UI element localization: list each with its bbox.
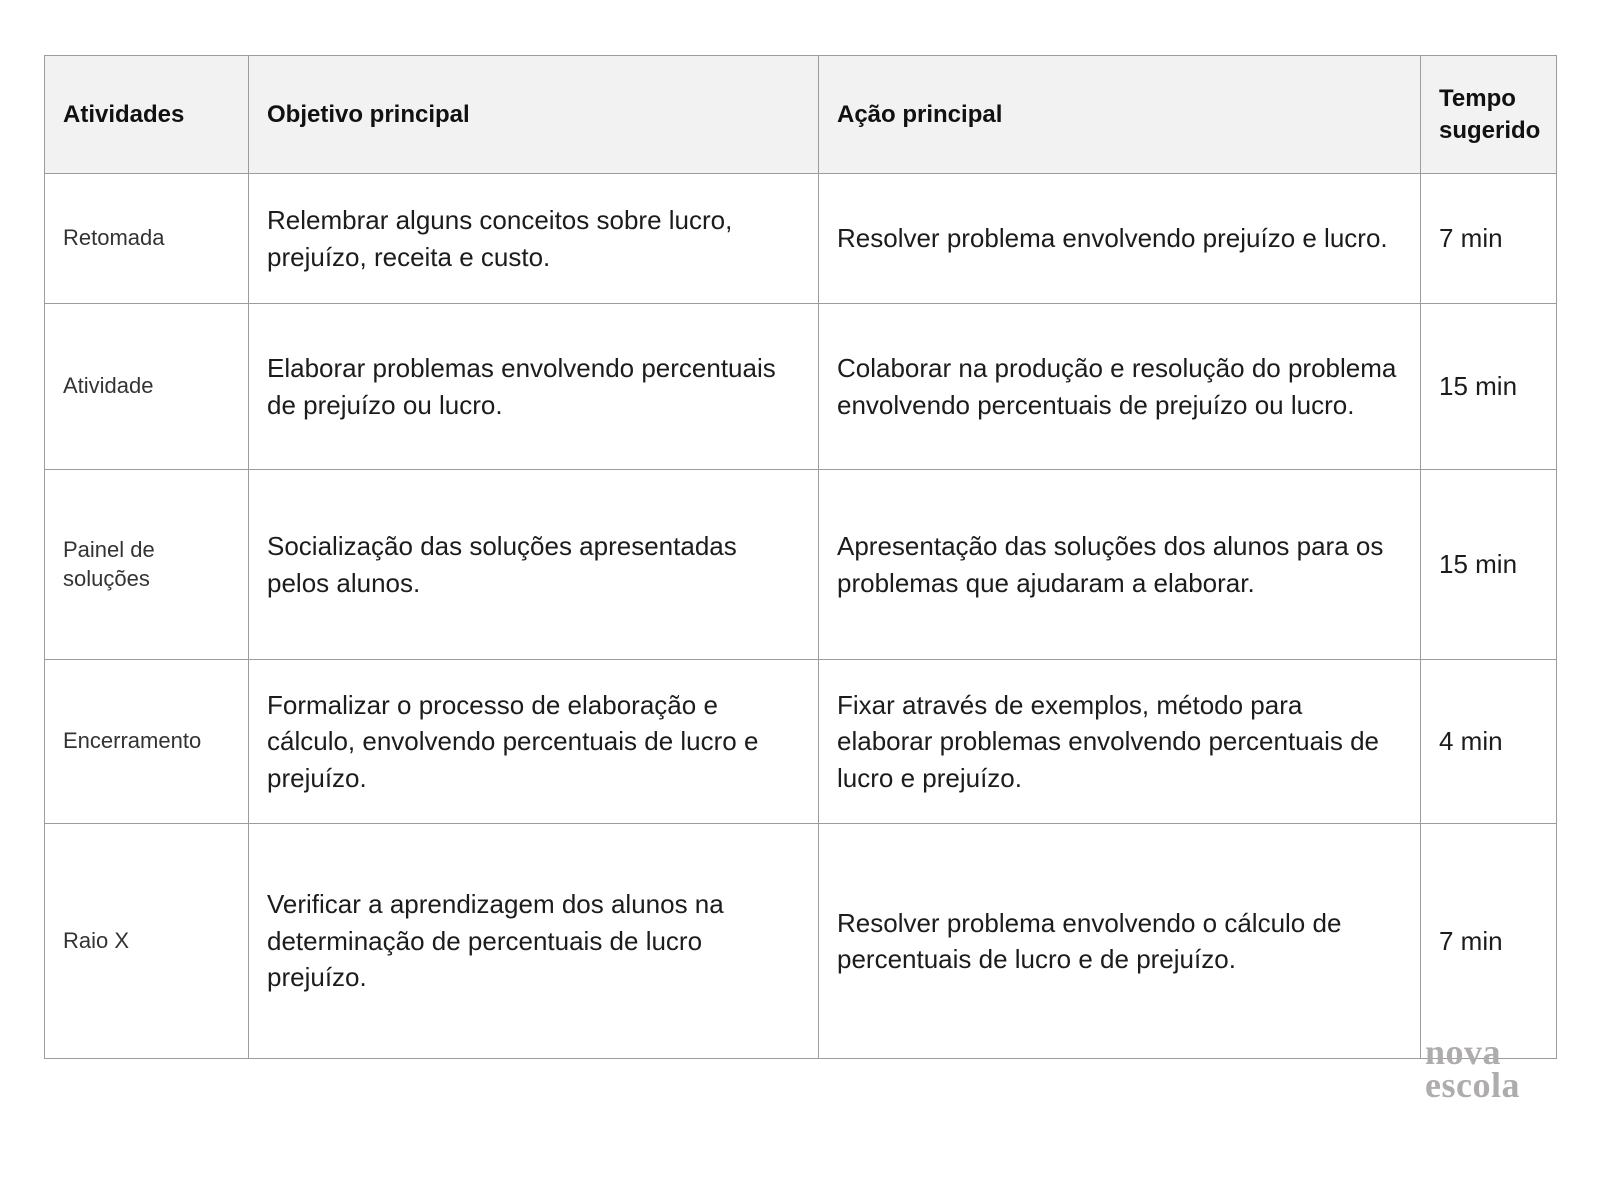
table-header-row (45, 56, 1557, 174)
nova-escola-logo (1425, 1032, 1520, 1106)
cell-atividade: Atividade (45, 304, 249, 470)
header-objetivo-principal: Objetivo principal (249, 56, 819, 174)
cell-atividade: Painel de soluções (45, 470, 249, 660)
table-row-encerramento (45, 660, 1557, 824)
header-acao-principal: Ação principal (819, 56, 1421, 174)
logo-line-escola: escola (1425, 1065, 1520, 1106)
cell-objetivo: Formalizar o processo de elaboração e cálculo, envolvendo percentuais de lucro e prejuízo. (249, 660, 819, 824)
cell-acao: Resolver problema envolvendo prejuízo e lucro. (819, 174, 1421, 304)
cell-objetivo: Socialização das soluções apresentadas pelos alunos. (249, 470, 819, 660)
header-tempo-sugerido: Tempo sugerido (1421, 56, 1557, 174)
cell-tempo: 7 min (1421, 824, 1557, 1059)
table-row-atividade (45, 304, 1557, 470)
cell-atividade: Encerramento (45, 660, 249, 824)
table-row-painel-de-solucoes (45, 470, 1557, 660)
cell-tempo: 4 min (1421, 660, 1557, 824)
cell-atividade: Retomada (45, 174, 249, 304)
cell-acao: Fixar através de exemplos, método para elaborar problemas envolvendo percentuais de lucro e prejuízo. (819, 660, 1421, 824)
cell-acao: Resolver problema envolvendo o cálculo de percentuais de lucro e de prejuízo. (819, 824, 1421, 1059)
cell-atividade: Raio X (45, 824, 249, 1059)
cell-tempo: 15 min (1421, 304, 1557, 470)
cell-tempo: 7 min (1421, 174, 1557, 304)
cell-acao: Apresentação das soluções dos alunos para os problemas que ajudaram a elaborar. (819, 470, 1421, 660)
cell-objetivo: Relembrar alguns conceitos sobre lucro, prejuízo, receita e custo. (249, 174, 819, 304)
table-row-raio-x (45, 824, 1557, 1059)
cell-acao: Colaborar na produção e resolução do problema envolvendo percentuais de prejuízo ou lucro. (819, 304, 1421, 470)
header-atividades: Atividades (45, 56, 249, 174)
lesson-plan-table-container (44, 55, 1556, 1059)
cell-tempo: 15 min (1421, 470, 1557, 660)
cell-objetivo: Elaborar problemas envolvendo percentuais de prejuízo ou lucro. (249, 304, 819, 470)
cell-objetivo: Verificar a aprendizagem dos alunos na determinação de percentuais de lucro prejuízo. (249, 824, 819, 1059)
table-row-retomada (45, 174, 1557, 304)
logo-line-nova: nova (1425, 1032, 1502, 1072)
lesson-plan-table (44, 55, 1557, 1059)
